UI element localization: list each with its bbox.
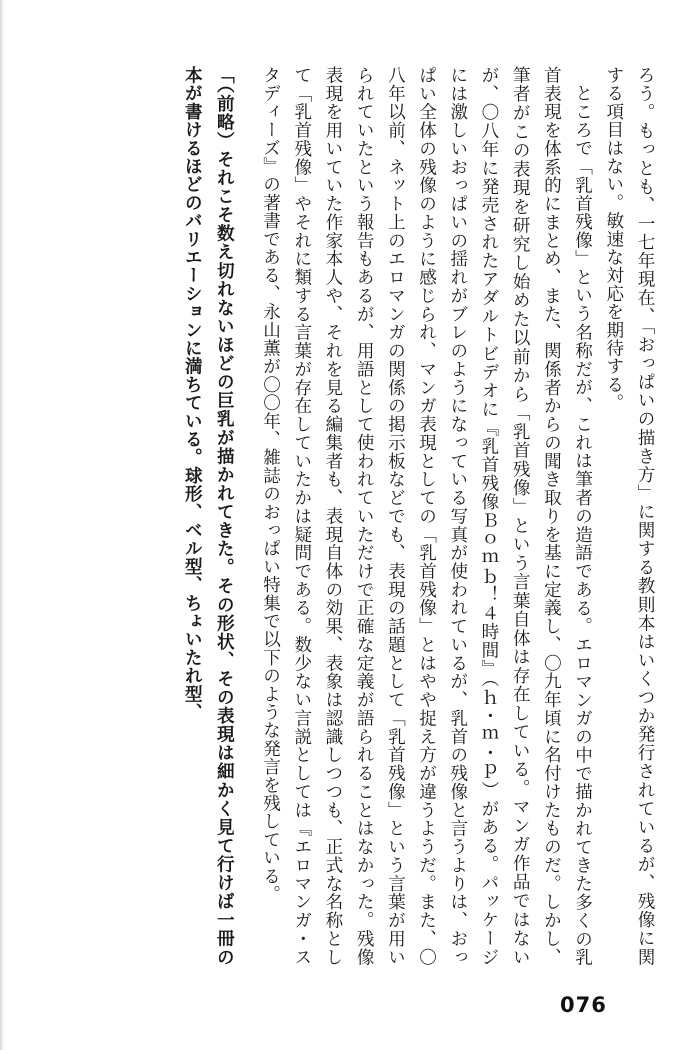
- paragraph-quote: 「（前略）それこそ数え切れないほどの巨乳が描かれてきた。その形状、その表現は細かく見て行けば一冊の本が書けるほどのバリエーションに満ちている。球形、ベル型、ちょいたれ型、: [182, 66, 235, 966]
- page-spine-edge: [0, 0, 4, 1050]
- paragraph-main: ところで「乳首残像」という名称だが、これは筆者の造語である。エロマンガの中で描かれてきた多くの乳首表現を体系的にまとめ、また、関係者からの聞き取りを基に定義し、〇九年頃に名付けたものだ。しかし、筆者がこの表現を研究し始めた以前から「乳首残像」という言葉自体は存在している。マンガ作品ではないが、〇八年に発売されたアダルトビデオに『乳首残像Ｂｏｍｂ！４時間』（ｈ・ｍ・ｐ）がある。パッケージには激しいおっぱいの揺れがブレのようになっている写真が使われているが、乳首の残像と言うよりは、おっぱい全体の残像のように感じられ、マンガ表現としての「乳首残像」とはやや捉え方が違うようだ。また、〇八年以前、ネット上のエロマンガの関係の掲示板などでも、表現の話題として「乳首残像」という言葉が用いられていたという報告もあるが、用語として使われていただけで正確な定義が語られることはなかった。残像表現を用いていた作家本人や、それを見る編集者も、表現自体の効果、表象は認識しつつも、正式な名称として「乳首残像」やそれに類する言葉が存在していたかは疑問である。数少ない言説としては『エロマンガ・スタディーズ』の著書である、永山薫が〇〇年、雑誌のおっぱい特集で以下のような発言を残している。: [260, 66, 593, 966]
- paragraph-continuation: ろう。もっとも、一七年現在、「おっぱいの描き方」に関する教則本はいくつか発行されているが、残像に関する項目はない。敏速な対応を期待する。: [603, 66, 655, 966]
- vertical-text-body: [40, 66, 660, 966]
- page-number: 076: [560, 993, 607, 1017]
